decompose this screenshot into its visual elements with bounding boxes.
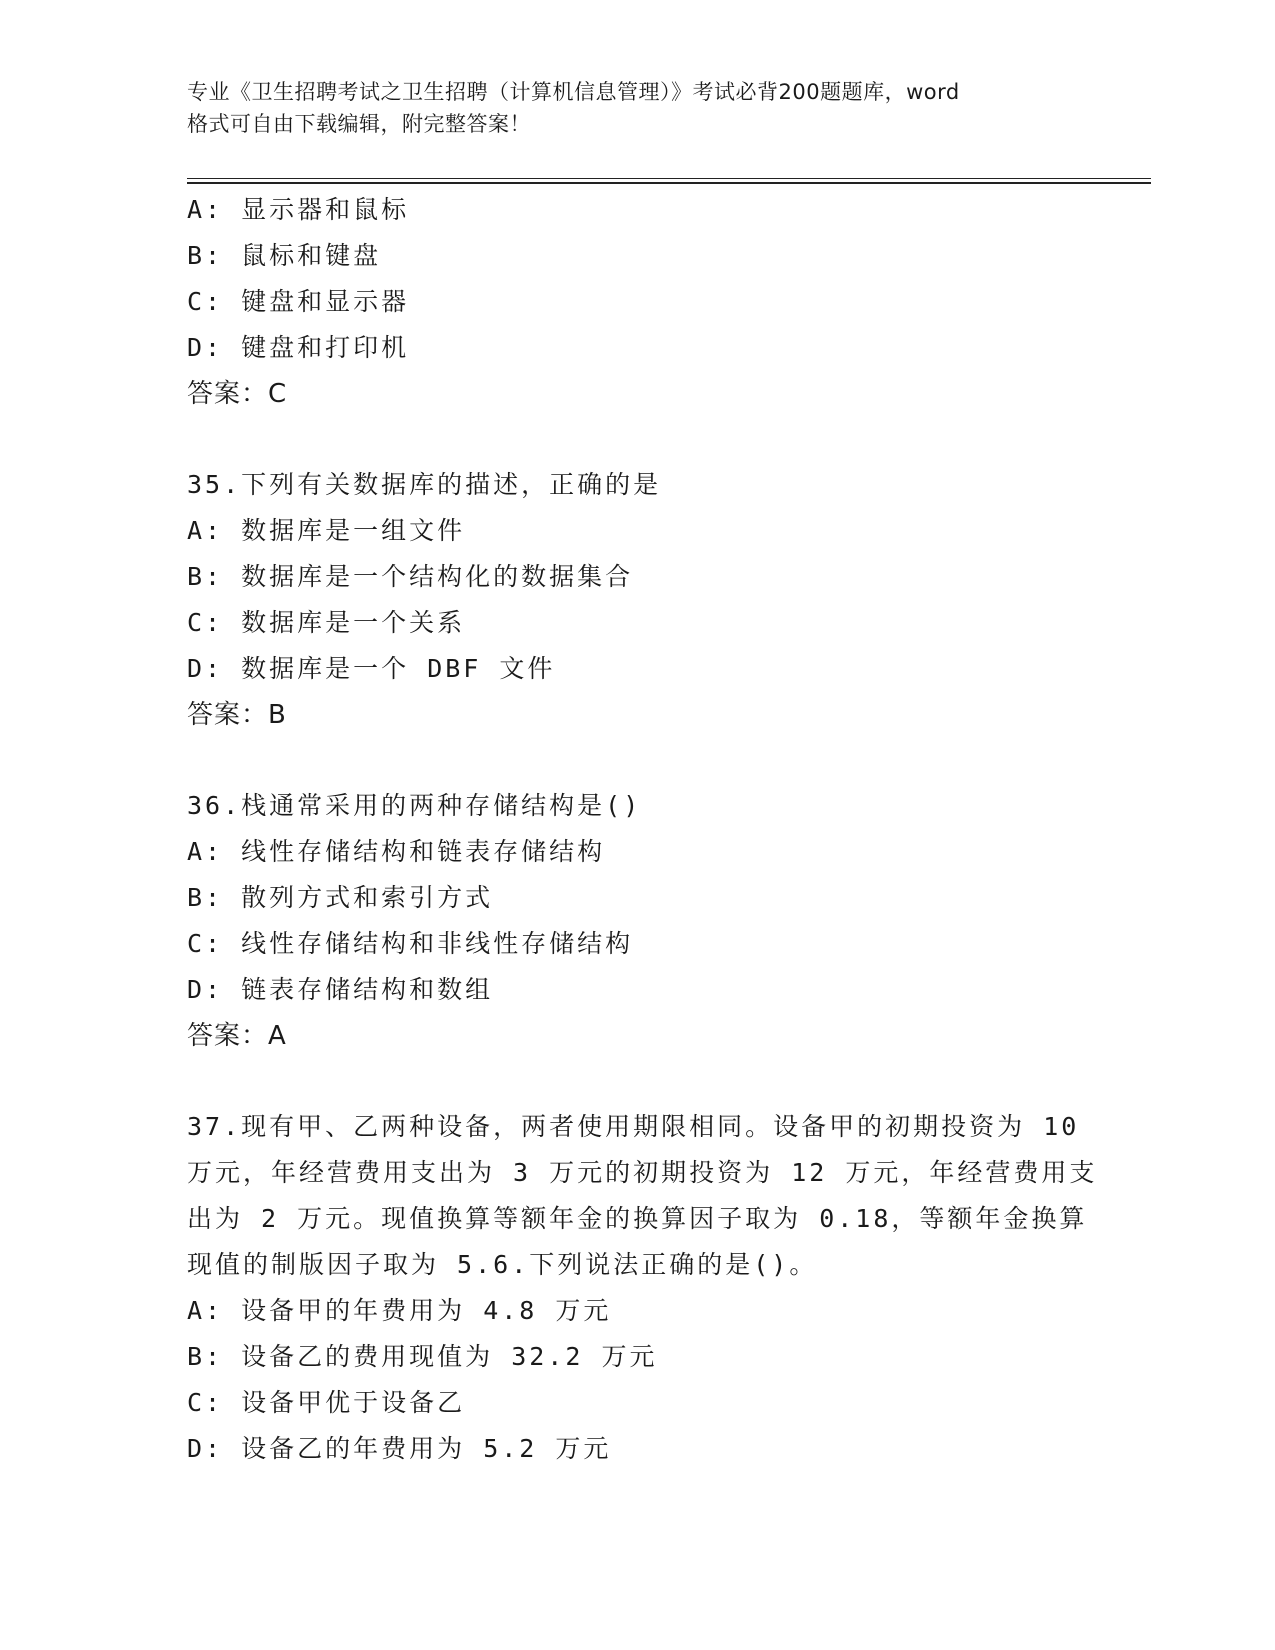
question-37-text-line-2: 万元，年经营费用支出为 3 万元的初期投资为 12 万元，年经营费用支: [187, 1158, 1098, 1187]
question-35: [187, 462, 1087, 738]
option-c: C: 线性存储结构和非线性存储结构: [187, 929, 634, 958]
answer-34: 答案：C: [187, 379, 288, 409]
header-title-line-2: 格式可自由下载编辑，附完整答案！: [187, 112, 531, 136]
option-d: D: 数据库是一个 DBF 文件: [187, 654, 556, 683]
question-34: [187, 187, 1087, 417]
answer-36: 答案：A: [187, 1021, 287, 1051]
question-37-text-line-4: 现值的制版因子取为 5.6.下列说法正确的是()。: [187, 1250, 818, 1279]
header-divider-thin: [187, 178, 1151, 179]
option-c: C: 设备甲优于设备乙: [187, 1388, 466, 1417]
option-a: A: 设备甲的年费用为 4.8 万元: [187, 1296, 612, 1325]
question-37-text-line-3: 出为 2 万元。现值换算等额年金的换算因子取为 0.18，等额年金换算: [187, 1204, 1088, 1233]
option-c: C: 数据库是一个关系: [187, 608, 466, 637]
question-list: [187, 187, 1098, 1472]
header-divider-thick: [187, 182, 1151, 184]
option-d: D: 链表存储结构和数组: [187, 975, 494, 1004]
option-c: C: 键盘和显示器: [187, 287, 410, 316]
option-b: B: 散列方式和索引方式: [187, 883, 494, 912]
header-title-line-1: 专业《卫生招聘考试之卫生招聘（计算机信息管理）》考试必背200题题库，word: [187, 80, 960, 104]
question-36: [187, 783, 1087, 1059]
option-a: A: 数据库是一组文件: [187, 516, 466, 545]
option-b: B: 数据库是一个结构化的数据集合: [187, 562, 634, 591]
spacer: [187, 1059, 1087, 1104]
option-b: B: 鼠标和键盘: [187, 241, 382, 270]
option-a: A: 线性存储结构和链表存储结构: [187, 837, 606, 866]
answer-35: 答案：B: [187, 700, 287, 730]
question-35-text: 35.下列有关数据库的描述，正确的是: [187, 470, 662, 499]
option-a: A: 显示器和鼠标: [187, 195, 410, 224]
spacer: [187, 417, 1087, 462]
option-b: B: 设备乙的费用现值为 32.2 万元: [187, 1342, 658, 1371]
question-36-text: 36.栈通常采用的两种存储结构是(): [187, 791, 642, 820]
spacer: [187, 738, 1087, 783]
option-d: D: 键盘和打印机: [187, 333, 410, 362]
option-d: D: 设备乙的年费用为 5.2 万元: [187, 1434, 612, 1463]
document-header: [187, 76, 1087, 140]
question-37: [187, 1104, 1098, 1472]
question-37-text-line-1: 37.现有甲、乙两种设备，两者使用期限相同。设备甲的初期投资为 10: [187, 1112, 1080, 1141]
